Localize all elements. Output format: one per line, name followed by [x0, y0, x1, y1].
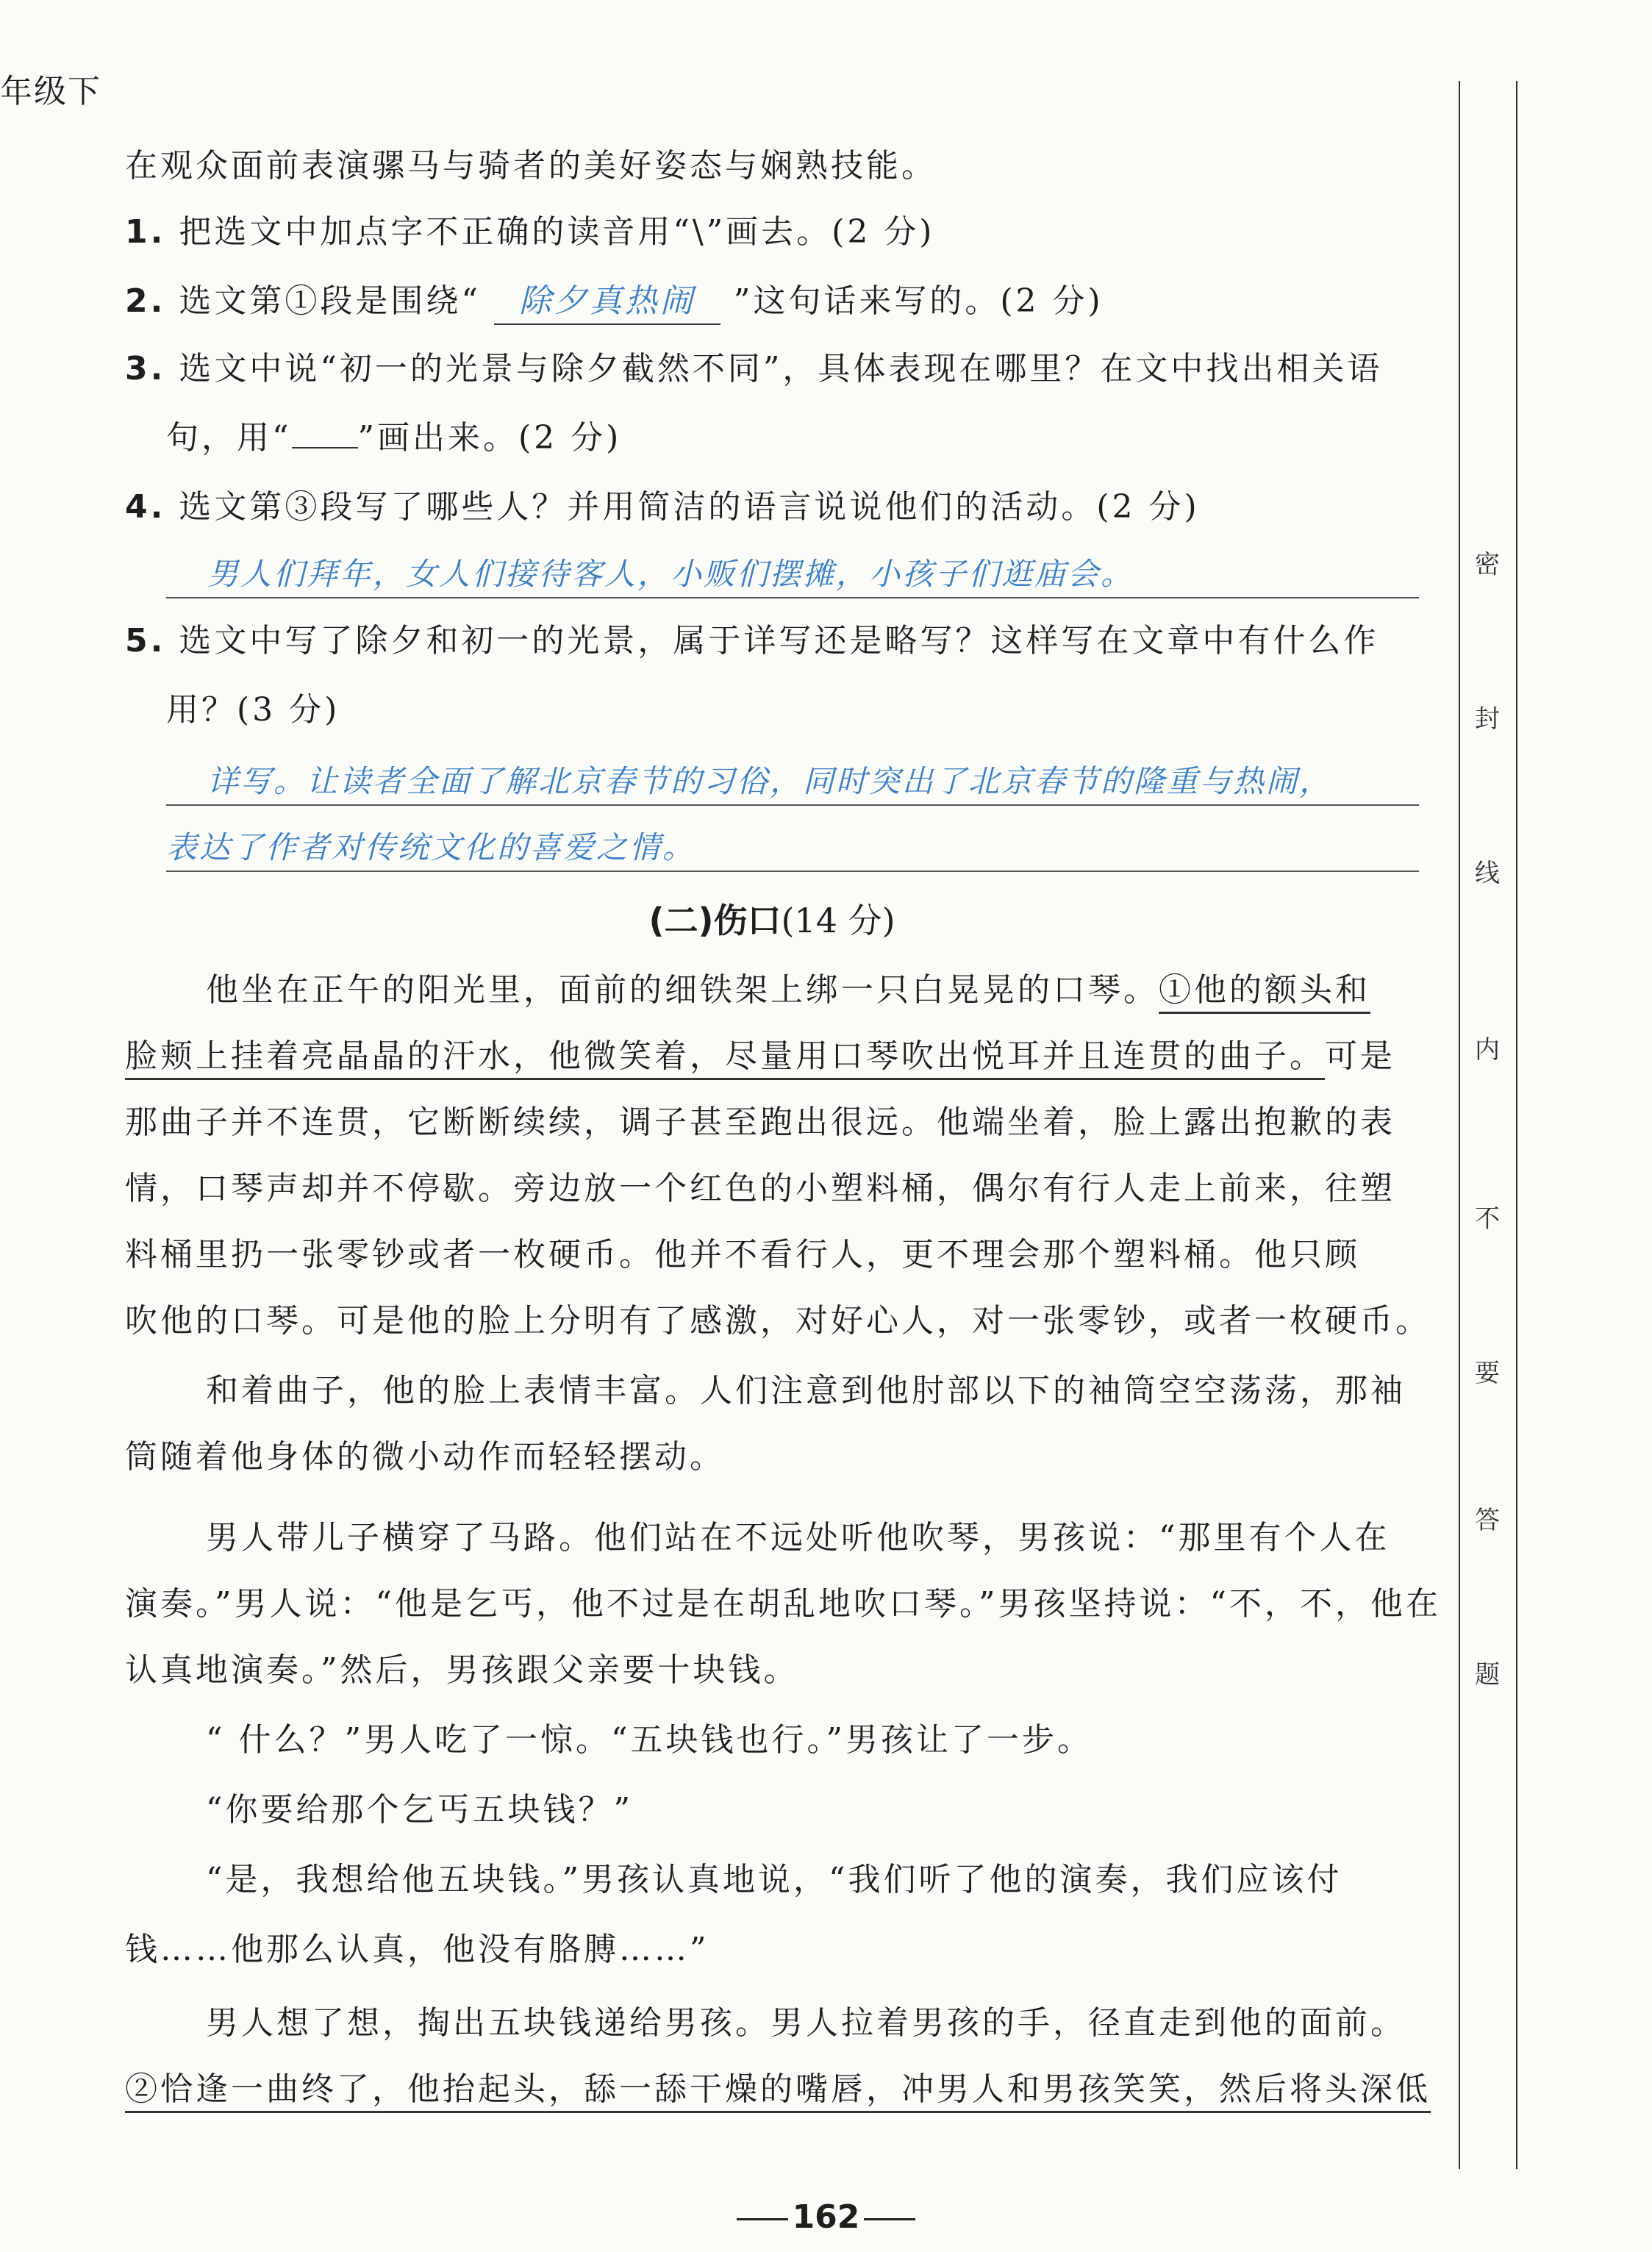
margin-char: 不 [1475, 1204, 1500, 1234]
intro-line: 在观众面前表演骡马与骑者的美好姿态与娴熟技能。 [125, 147, 937, 185]
question-4 [125, 485, 1200, 529]
answer-blank[interactable]: 除夕真热闹 [494, 279, 720, 325]
question-5-cont: 用？(3 分) [166, 691, 340, 729]
underlined-sentence-2: ②恰逢一曲终了，他抬起头，舔一舔干燥的嘴唇，冲男人和男孩笑笑，然后将头深低 [125, 2070, 1431, 2113]
underlined-sentence-1: 脸颊上挂着亮晶晶的汗水，他微笑着，尽量用口琴吹出悦耳并且连贯的曲子。 [125, 1037, 1325, 1080]
margin-char: 内 [1475, 1035, 1500, 1065]
page-number-text: 162 [792, 2198, 860, 2236]
margin-char: 密 [1475, 550, 1500, 579]
passage-line [206, 963, 1370, 1010]
question-number: 3. [125, 350, 166, 387]
question-text: 选文中写了除夕和初一的光景，属于详写还是略写？这样写在文章中有什么作 [179, 622, 1379, 659]
passage-line [125, 1029, 1395, 1076]
question-number: 4. [125, 488, 166, 526]
passage-line: 男人带儿子横穿了马路。他们站在不远处听他吹琴，男孩说：“那里有个人在 [206, 1519, 1390, 1556]
margin-char: 题 [1475, 1660, 1500, 1690]
underlined-sentence-1: ①他的额头和 [1159, 971, 1370, 1014]
passage-line: 钱……他那么认真，他没有胳膊……” [125, 1931, 709, 1968]
page-number [0, 2198, 1652, 2236]
binding-line-right [1516, 81, 1517, 2169]
handwritten-answer: 表达了作者对传统文化的喜爱之情。 [166, 829, 696, 865]
margin-char: 答 [1475, 1506, 1500, 1535]
answer-line-q5-2[interactable] [166, 816, 1419, 872]
binding-line-left [1459, 81, 1460, 2169]
question-number: 5. [125, 622, 166, 659]
passage-line: “你要给那个乞丐五块钱？” [206, 1791, 633, 1829]
passage-line: 料桶里扔一张零钞或者一枚硬币。他并不看行人，更不理会那个塑料桶。他只顾 [125, 1236, 1360, 1273]
grade-label: 年级下 [0, 73, 101, 110]
passage-text: 他坐在正午的阳光里，面前的细铁架上绑一只白晃晃的口琴。 [206, 971, 1159, 1009]
question-1 [125, 210, 934, 254]
question-text: 选文第③段写了哪些人？并用简洁的语言说说他们的活动。(2 分) [179, 488, 1200, 526]
passage-line: “ 什么？”男人吃了一惊。“五块钱也行。”男孩让了一步。 [206, 1721, 1093, 1759]
passage-line: 演奏。”男人说：“他是乞丐，他不过是在胡乱地吹口琴。”男孩坚持说：“不，不，他在 [125, 1585, 1441, 1623]
question-5 [125, 619, 1379, 663]
question-number: 1. [125, 213, 166, 251]
passage-line: 情，口琴声却并不停歇。旁边放一个红色的小塑料桶，偶尔有行人走上前来，往塑 [125, 1170, 1395, 1207]
passage-line: 和着曲子，他的脸上表情丰富。人们注意到他肘部以下的袖筒空空荡荡，那袖 [206, 1372, 1406, 1409]
passage-line: 认真地演奏。”然后，男孩跟父亲要十块钱。 [125, 1651, 799, 1689]
passage-line: 男人想了想，掏出五块钱递给男孩。男人拉着男孩的手，径直走到他的面前。 [206, 2004, 1406, 2042]
question-3 [125, 347, 1382, 391]
question-text: 把选文中加点字不正确的读音用“\”画去。(2 分) [179, 213, 935, 251]
underline-sample [292, 421, 358, 448]
handwritten-answer: 男人们拜年，女人们接待客人，小贩们摆摊，小孩子们逛庙会。 [207, 556, 1134, 592]
margin-char: 封 [1475, 704, 1500, 734]
question-text: 句，用“ [166, 419, 292, 457]
passage-line: “是，我想给他五块钱。”男孩认真地说，“我们听了他的演奏，我们应该付 [206, 1861, 1342, 1898]
question-2 [125, 279, 1104, 325]
passage-line: 那曲子并不连贯，它断断续续，调子甚至跑出很远。他端坐着，脸上露出抱歉的表 [125, 1104, 1395, 1141]
question-text: 选文中说“初一的光景与除夕截然不同”，具体表现在哪里？在文中找出相关语 [179, 350, 1383, 387]
handwritten-answer: 详写。让读者全面了解北京春节的习俗，同时突出了北京春节的隆重与热闹， [207, 763, 1333, 799]
question-3-cont [166, 416, 621, 460]
passage-text: 可是 [1325, 1037, 1395, 1075]
passage-line: 吹他的口琴。可是他的脸上分明有了感激，对好心人，对一张零钞，或者一枚硬币。 [125, 1302, 1431, 1340]
answer-line-q5-1[interactable] [166, 750, 1419, 806]
answer-line-q4[interactable] [166, 543, 1419, 598]
question-text: ”这句话来写的。(2 分) [733, 282, 1104, 320]
question-number: 2. [125, 282, 166, 320]
section-name: (二)伤口 [648, 901, 782, 940]
question-text: ”画出来。(2 分) [357, 419, 622, 457]
section-title [125, 894, 1419, 943]
passage-line [125, 2062, 1431, 2109]
margin-char: 要 [1475, 1359, 1500, 1388]
section-points: (14 分) [781, 901, 895, 940]
passage-line: 筒随着他身体的微小动作而轻轻摆动。 [125, 1438, 725, 1476]
question-text: 选文第①段是围绕“ [179, 282, 481, 320]
margin-char: 线 [1475, 859, 1500, 888]
